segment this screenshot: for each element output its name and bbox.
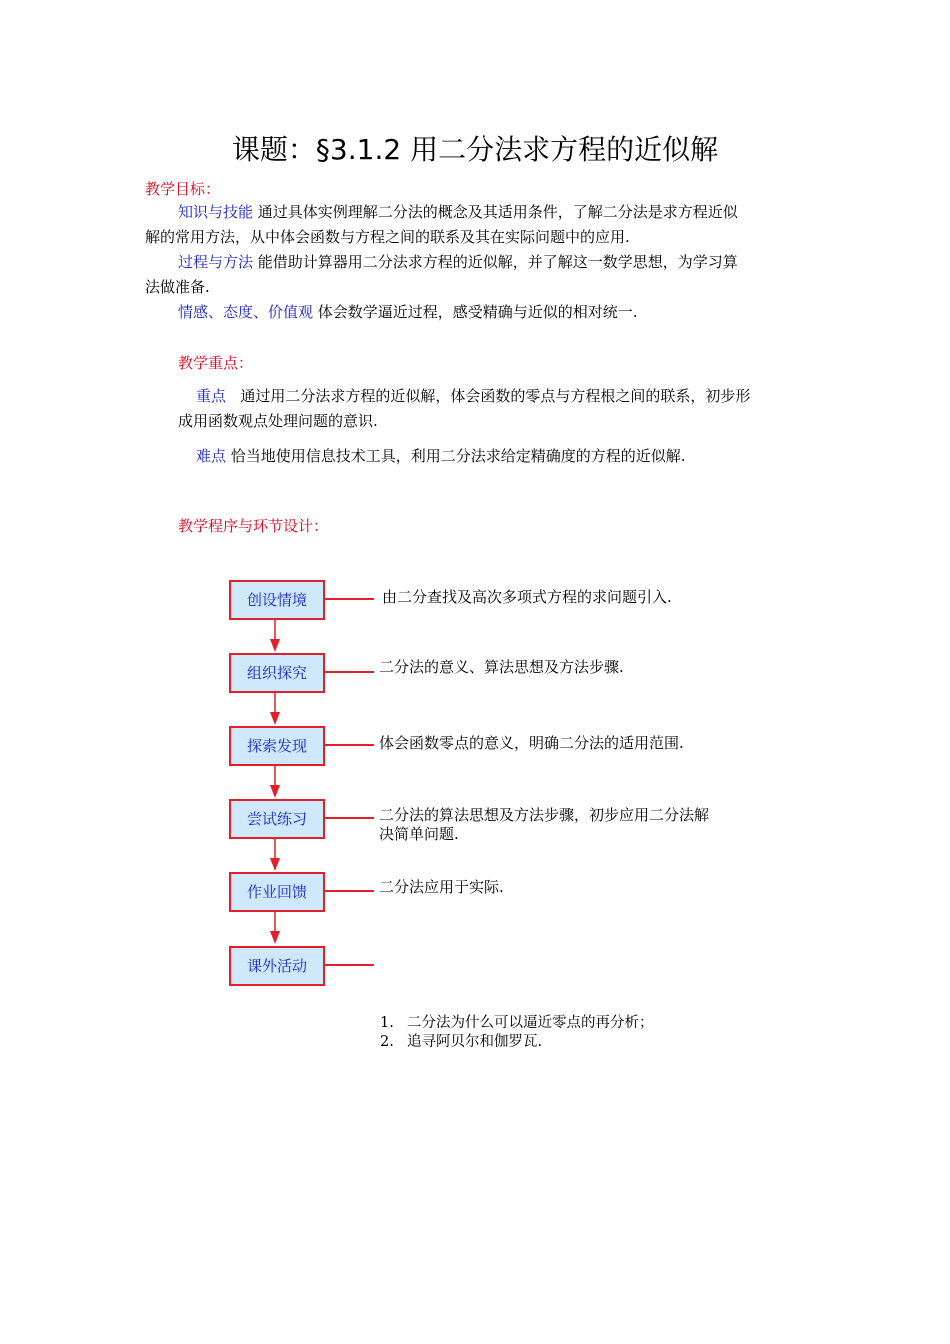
- keypoint-difficulty: 难点 恰当地使用信息技术工具，利用二分法求给定精确度的方程的近似解.: [196, 447, 686, 465]
- step-box-practice: 尝试练习: [229, 799, 325, 839]
- arrow-head: [270, 858, 280, 871]
- keypoints-heading: 教学重点：: [178, 354, 254, 372]
- activity-list: [380, 1014, 654, 1052]
- step-desc: 二分法的算法思想及方法步骤，初步应用二分法解 决简单问题.: [379, 806, 710, 843]
- step-box-create-situation: 创设情境: [229, 580, 325, 620]
- keypoint-key: 重点 通过用二分法求方程的近似解，体会函数的零点与方程根之间的联系，初步形 成用函数观点处理问题的意识.: [178, 387, 751, 430]
- difficulty-label: 难点: [196, 447, 227, 465]
- step-box-extracurricular: 课外活动: [229, 946, 325, 986]
- step-desc: 二分法应用于实际.: [379, 878, 504, 896]
- step-desc: 由二分查找及高次多项式方程的求问题引入.: [382, 588, 672, 606]
- procedure-heading: 教学程序与环节设计：: [178, 517, 329, 535]
- step-box-explore-discover: 探索发现: [229, 726, 325, 766]
- step-box-organize-inquiry: 组织探究: [229, 653, 325, 693]
- arrow-head: [270, 931, 280, 944]
- objective-process: 过程与方法 能借助计算器用二分法求方程的近似解，并了解这一数学思想，为学习算 法做准备.: [145, 253, 738, 296]
- objective-label: 情感、态度、价值观: [178, 303, 314, 321]
- list-item: 1. 二分法为什么可以逼近零点的再分析；: [380, 1015, 654, 1031]
- arrow-head: [270, 785, 280, 798]
- arrow-head: [270, 639, 280, 652]
- arrow-head: [270, 712, 280, 725]
- objective-knowledge: 知识与技能 通过具体实例理解二分法的概念及其适用条件，了解二分法是求方程近似 解的常用方法，从中体会函数与方程之间的联系及其在实际问题中的应用.: [145, 203, 738, 246]
- objective-label: 知识与技能: [178, 203, 254, 221]
- step-desc: 二分法的意义、算法思想及方法步骤.: [379, 658, 624, 676]
- objective-label: 过程与方法: [178, 253, 254, 271]
- step-desc: 体会函数零点的意义，明确二分法的适用范围.: [379, 734, 684, 752]
- list-item: 2. 追寻阿贝尔和伽罗瓦.: [380, 1034, 543, 1050]
- objective-emotion: 情感、态度、价值观 体会数学逼近过程，感受精确与近似的相对统一.: [178, 303, 638, 321]
- step-box-homework: 作业回馈: [229, 872, 325, 912]
- key-label: 重点: [196, 387, 227, 405]
- objectives-heading: 教学目标：: [145, 180, 221, 198]
- page-title: 课题：§3.1.2 用二分法求方程的近似解: [231, 133, 719, 166]
